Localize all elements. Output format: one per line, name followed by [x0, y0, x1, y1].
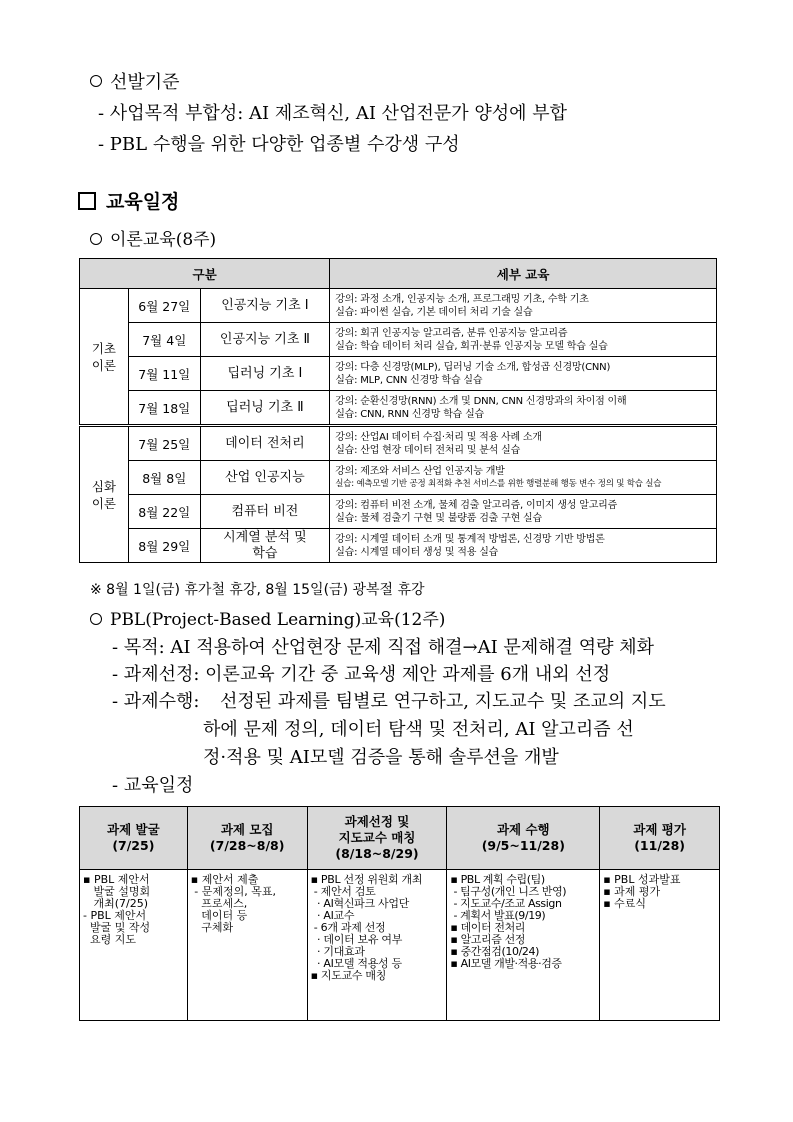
session-date: 8월 8일 — [128, 461, 200, 495]
list-item: - 6개 과제 선정 — [310, 921, 386, 934]
list-item: - 문제정의, 목표, — [190, 885, 276, 898]
session-date: 8월 22일 — [128, 495, 200, 529]
circle-bullet-icon — [90, 613, 102, 625]
phase-header — [307, 807, 447, 870]
list-item: 구체화 — [190, 921, 234, 934]
list-item: - 팀구성(개인 니즈 반영) — [450, 885, 567, 898]
lecture-text: 강의: 시계열 데이터 소개 및 통계적 방법론, 신경망 기반 방법론 — [335, 533, 605, 545]
practice-text: 실습: 파이썬 실습, 기본 데이터 처리 기술 실습 — [335, 306, 533, 318]
list-item: 개최(7/25) — [83, 897, 149, 910]
table-row — [80, 495, 717, 529]
phase-title: 과제 평가 — [633, 822, 686, 837]
list-item: - 지도교수/조교 Assign — [450, 897, 562, 910]
table-row — [80, 426, 717, 461]
list-item: 발굴 설명회 — [83, 885, 151, 898]
lecture-text: 강의: 제조와 서비스 산업 인공지능 개발 — [335, 465, 505, 477]
phase-header — [600, 807, 720, 870]
lecture-text: 강의: 컴퓨터 비전 소개, 물체 검출 알고리즘, 이미지 생성 알고리즘 — [335, 499, 618, 511]
phase-items — [80, 870, 188, 1021]
col-detail: 세부 교육 — [330, 259, 717, 289]
phase-header — [187, 807, 307, 870]
session-detail — [330, 289, 717, 323]
session-detail — [330, 461, 717, 495]
phase-title: 과제 발굴 — [107, 822, 160, 837]
phase-title: 과제 수행 — [496, 822, 550, 837]
practice-text: 실습: 물체 검출기 구현 및 불량품 검출 구현 실습 — [335, 512, 542, 524]
practice-text: 실습: 시계열 데이터 생성 및 적용 실습 — [335, 546, 499, 558]
list-item: ▪ 중간점검(10/24) — [450, 945, 539, 958]
session-subject: 시계열 분석 및 학습 — [200, 529, 330, 563]
pbl-selection: - 과제선정: 이론교육 기간 중 교육생 제안 과제를 6개 내외 선정 — [112, 664, 611, 685]
practice-text: 실습: CNN, RNN 신경망 학습 실습 — [335, 408, 485, 420]
table-row — [80, 461, 717, 495]
practice-text: 실습: 학습 데이터 처리 실습, 회귀·분류 인공지능 모델 학습 실습 — [335, 340, 608, 352]
list-item: · AI모델 적용성 등 — [310, 957, 402, 970]
list-item: ▪ PBL 성과발표 — [603, 873, 681, 886]
phase-period: (8/18~8/29) — [335, 846, 419, 861]
session-date: 8월 29일 — [128, 529, 200, 563]
circle-bullet-icon — [90, 233, 102, 245]
circle-bullet-icon — [90, 75, 102, 87]
phase-period: (7/28~8/8) — [209, 838, 285, 853]
lecture-text: 강의: 과정 소개, 인공지능 소개, 프로그래밍 기초, 수학 기초 — [335, 293, 589, 305]
session-subject: 딥러닝 기초 Ⅰ — [200, 357, 330, 391]
list-item: - 계획서 발표(9/19) — [450, 909, 546, 922]
list-item: · 데이터 보유 여부 — [310, 933, 403, 946]
list-item: ▪ AI모델 개발·적용·검증 — [450, 957, 562, 970]
list-item: 데이터 등 — [190, 909, 248, 922]
phase-items — [307, 870, 447, 1021]
session-subject: 인공지능 기초 Ⅰ — [200, 289, 330, 323]
list-item: · 기대효과 — [310, 945, 365, 958]
checkbox-square-icon — [78, 192, 96, 210]
pbl-execution-line-1: 선정된 과제를 팀별로 연구하고, 지도교수 및 조교의 지도 — [220, 691, 666, 712]
session-detail — [330, 323, 717, 357]
lecture-text: 강의: 다층 신경망(MLP), 딥러닝 기술 소개, 합성곱 신경망(CNN) — [335, 361, 611, 373]
list-item: ▪ 알고리즘 선정 — [450, 933, 526, 946]
session-detail — [330, 529, 717, 563]
pbl-heading: PBL(Project-Based Learning)교육(12주) — [90, 607, 445, 633]
section-title: 교육일정 — [78, 189, 179, 215]
list-item: ▪ 데이터 전처리 — [450, 921, 526, 934]
session-date: 7월 25일 — [128, 426, 200, 461]
holiday-note: ※ 8월 1일(금) 휴가철 휴강, 8월 15일(금) 광복절 휴강 — [90, 582, 425, 598]
phase-title: 과제 모집 — [220, 822, 274, 837]
group-name: 기초 이론 — [80, 289, 129, 426]
session-date: 7월 4일 — [128, 323, 200, 357]
lecture-text: 강의: 산업AI 데이터 수집·처리 및 적용 사례 소개 — [335, 431, 542, 443]
list-item: 발굴 및 작성 — [83, 921, 151, 934]
session-detail — [330, 495, 717, 529]
list-item: - 제안서 검토 — [310, 885, 376, 898]
table-row — [80, 289, 717, 323]
list-item: ▪ PBL 선정 위원회 개최 — [310, 873, 423, 886]
lecture-text: 강의: 순환신경망(RNN) 소개 및 DNN, CNN 신경망과의 차이점 이해 — [335, 395, 627, 407]
phase-items — [600, 870, 720, 1021]
list-item: · AI혁신파크 사업단 — [310, 897, 410, 910]
phase-period: (7/25) — [112, 838, 155, 853]
phase-items — [187, 870, 307, 1021]
lecture-text: 강의: 회귀 인공지능 알고리즘, 분류 인공지능 알고리즘 — [335, 327, 568, 339]
phase-header — [447, 807, 600, 870]
list-item: ▪ PBL 계획 수립(팀) — [450, 873, 545, 886]
list-item: ▪ 과제 평가 — [603, 885, 661, 898]
list-item: - PBL 제안서 — [83, 909, 147, 922]
phase-title: 과제선정 및 지도교수 매칭 — [338, 814, 416, 845]
session-subject: 데이터 전처리 — [200, 426, 330, 461]
table-row — [80, 357, 717, 391]
phase-items — [447, 870, 600, 1021]
pbl-execution-line-2: 하에 문제 정의, 데이터 탐색 및 전처리, AI 알고리즘 선 — [203, 719, 634, 740]
session-subject: 인공지능 기초 Ⅱ — [200, 323, 330, 357]
theory-schedule-table — [79, 258, 717, 563]
session-subject: 산업 인공지능 — [200, 461, 330, 495]
group-name: 심화 이론 — [80, 426, 129, 563]
session-detail — [330, 426, 717, 461]
selection-item-2: - PBL 수행을 위한 다양한 업종별 수강생 구성 — [98, 134, 460, 155]
selection-heading: 선발기준 — [90, 70, 180, 96]
list-item: ▪ 수료식 — [603, 897, 647, 910]
theory-heading: 이론교육(8주) — [90, 227, 216, 253]
session-detail — [330, 357, 717, 391]
pbl-execution-label: - 과제수행: — [112, 691, 200, 712]
session-date: 6월 27일 — [128, 289, 200, 323]
pbl-schedule-table — [79, 806, 720, 1021]
table-row — [80, 391, 717, 426]
phase-period: (9/5~11/28) — [481, 838, 565, 853]
col-category: 구분 — [80, 259, 330, 289]
session-subject: 딥러닝 기초 Ⅱ — [200, 391, 330, 426]
list-item: · AI교수 — [310, 909, 355, 922]
list-item: ▪ 지도교수 매칭 — [310, 969, 387, 982]
list-item: 요령 지도 — [83, 933, 136, 946]
practice-text: 실습: 예측모델 기반 공정 최적화 추천 서비스를 위한 행렬분해 행동 변수 정의 및 학습 실습 — [335, 478, 662, 489]
pbl-purpose: - 목적: AI 적용하여 산업현장 문제 직접 해결→AI 문제해결 역량 체화 — [112, 637, 654, 658]
practice-text: 실습: MLP, CNN 신경망 학습 실습 — [335, 374, 483, 386]
list-item: 프로세스, — [190, 897, 248, 910]
pbl-schedule-label: - 교육일정 — [112, 775, 194, 796]
session-date: 7월 18일 — [128, 391, 200, 426]
list-item: ▪ PBL 제안서 — [83, 873, 150, 886]
session-detail — [330, 391, 717, 426]
selection-item-1: - 사업목적 부합성: AI 제조혁신, AI 산업전문가 양성에 부합 — [98, 103, 568, 124]
table-row — [80, 529, 717, 563]
table-row — [80, 323, 717, 357]
practice-text: 실습: 산업 현장 데이터 전처리 및 분석 실습 — [335, 444, 521, 456]
pbl-execution-line-3: 정·적용 및 AI모델 검증을 통해 솔루션을 개발 — [203, 747, 559, 768]
session-subject: 컴퓨터 비전 — [200, 495, 330, 529]
list-item: ▪ 제안서 제출 — [190, 873, 259, 886]
phase-header — [80, 807, 188, 870]
session-date: 7월 11일 — [128, 357, 200, 391]
phase-period: (11/28) — [634, 838, 685, 853]
